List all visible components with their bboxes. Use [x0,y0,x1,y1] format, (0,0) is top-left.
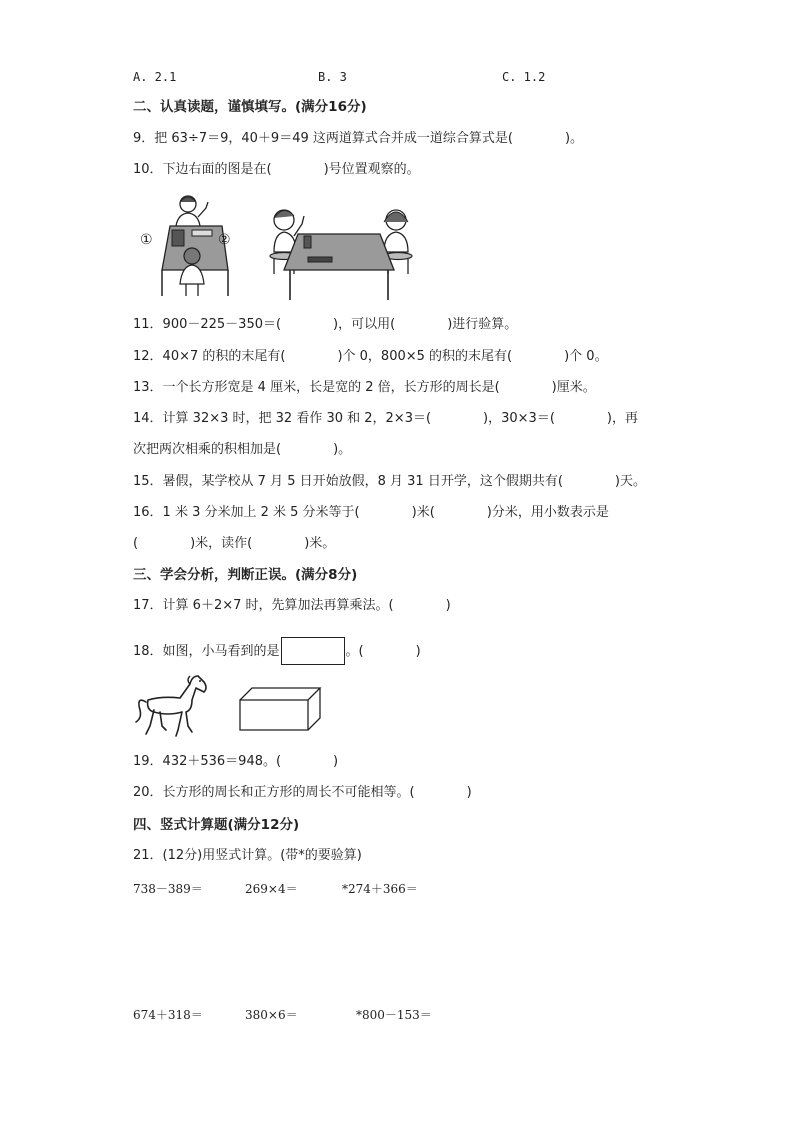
calc-4: 674＋318＝ [133,1008,203,1022]
option-a: A. 2.1 [133,70,177,84]
option-c: C. 1.2 [502,70,546,84]
question-12: 12．40×7 的积的末尾有( )个 0，800×5 的积的末尾有( )个 0。 [133,349,608,364]
question-20: 20．长方形的周长和正方形的周长不可能相等。( ) [133,785,472,800]
question-21: 21．(12分)用竖式计算。(带*的要验算) [133,848,362,863]
q10-side-view-figure [268,202,418,304]
section-4-title: 四、竖式计算题(满分12分) [133,817,300,833]
calc-2: 269×4＝ [245,882,298,896]
option-b: B. 3 [318,70,347,84]
question-9: 9．把 63÷7＝9，40＋9＝49 这两道算式合并成一道综合算式是( )。 [133,131,584,146]
question-14-line-1: 14．计算 32×3 时，把 32 看作 30 和 2，2×3＝( )，30×3＝( )，再 [133,411,638,426]
question-10: 10．下边右面的图是在( )号位置观察的。 [133,162,420,177]
question-16-line-2: ( )米，读作( )米。 [133,536,336,551]
question-17: 17．计算 6＋2×7 时，先算加法再算乘法。( ) [133,598,451,613]
question-13: 13．一个长方形宽是 4 厘米，长是宽的 2 倍，长方形的周长是( )厘米。 [133,380,596,395]
calc-1: 738－389＝ [133,882,203,896]
calc-5: 380×6＝ [245,1008,298,1022]
position-1-label: ① [140,232,153,248]
calc-6: *800－153＝ [356,1008,432,1022]
question-19: 19．432＋536＝948。( ) [133,754,339,769]
horse-figure [132,670,214,740]
question-18-text-after: 。( ) [345,644,421,659]
question-18-text-before: 18．如图，小马看到的是 [133,644,280,659]
section-3-title: 三、学会分析，判断正误。(满分8分) [133,567,358,583]
question-15: 15．暑假，某学校从 7 月 5 日开始放假，8 月 31 日开学，这个假期共有( )天。 [133,474,646,489]
section-2-title: 二、认真读题，谨慎填写。(满分16分) [133,99,367,115]
q10-top-view-figure [140,190,250,302]
cuboid-figure [238,686,322,732]
q18-rectangle-box [281,637,345,665]
calc-3: *274＋366＝ [342,882,418,896]
question-16-line-1: 16．1 米 3 分米加上 2 米 5 分米等于( )米( )分米，用小数表示是 [133,505,609,520]
question-11: 11．900－225－350＝( )，可以用( )进行验算。 [133,317,518,332]
question-18 [133,637,421,665]
position-2-label: ② [218,232,231,248]
question-14-line-2: 次把两次相乘的积相加是( )。 [133,442,352,457]
